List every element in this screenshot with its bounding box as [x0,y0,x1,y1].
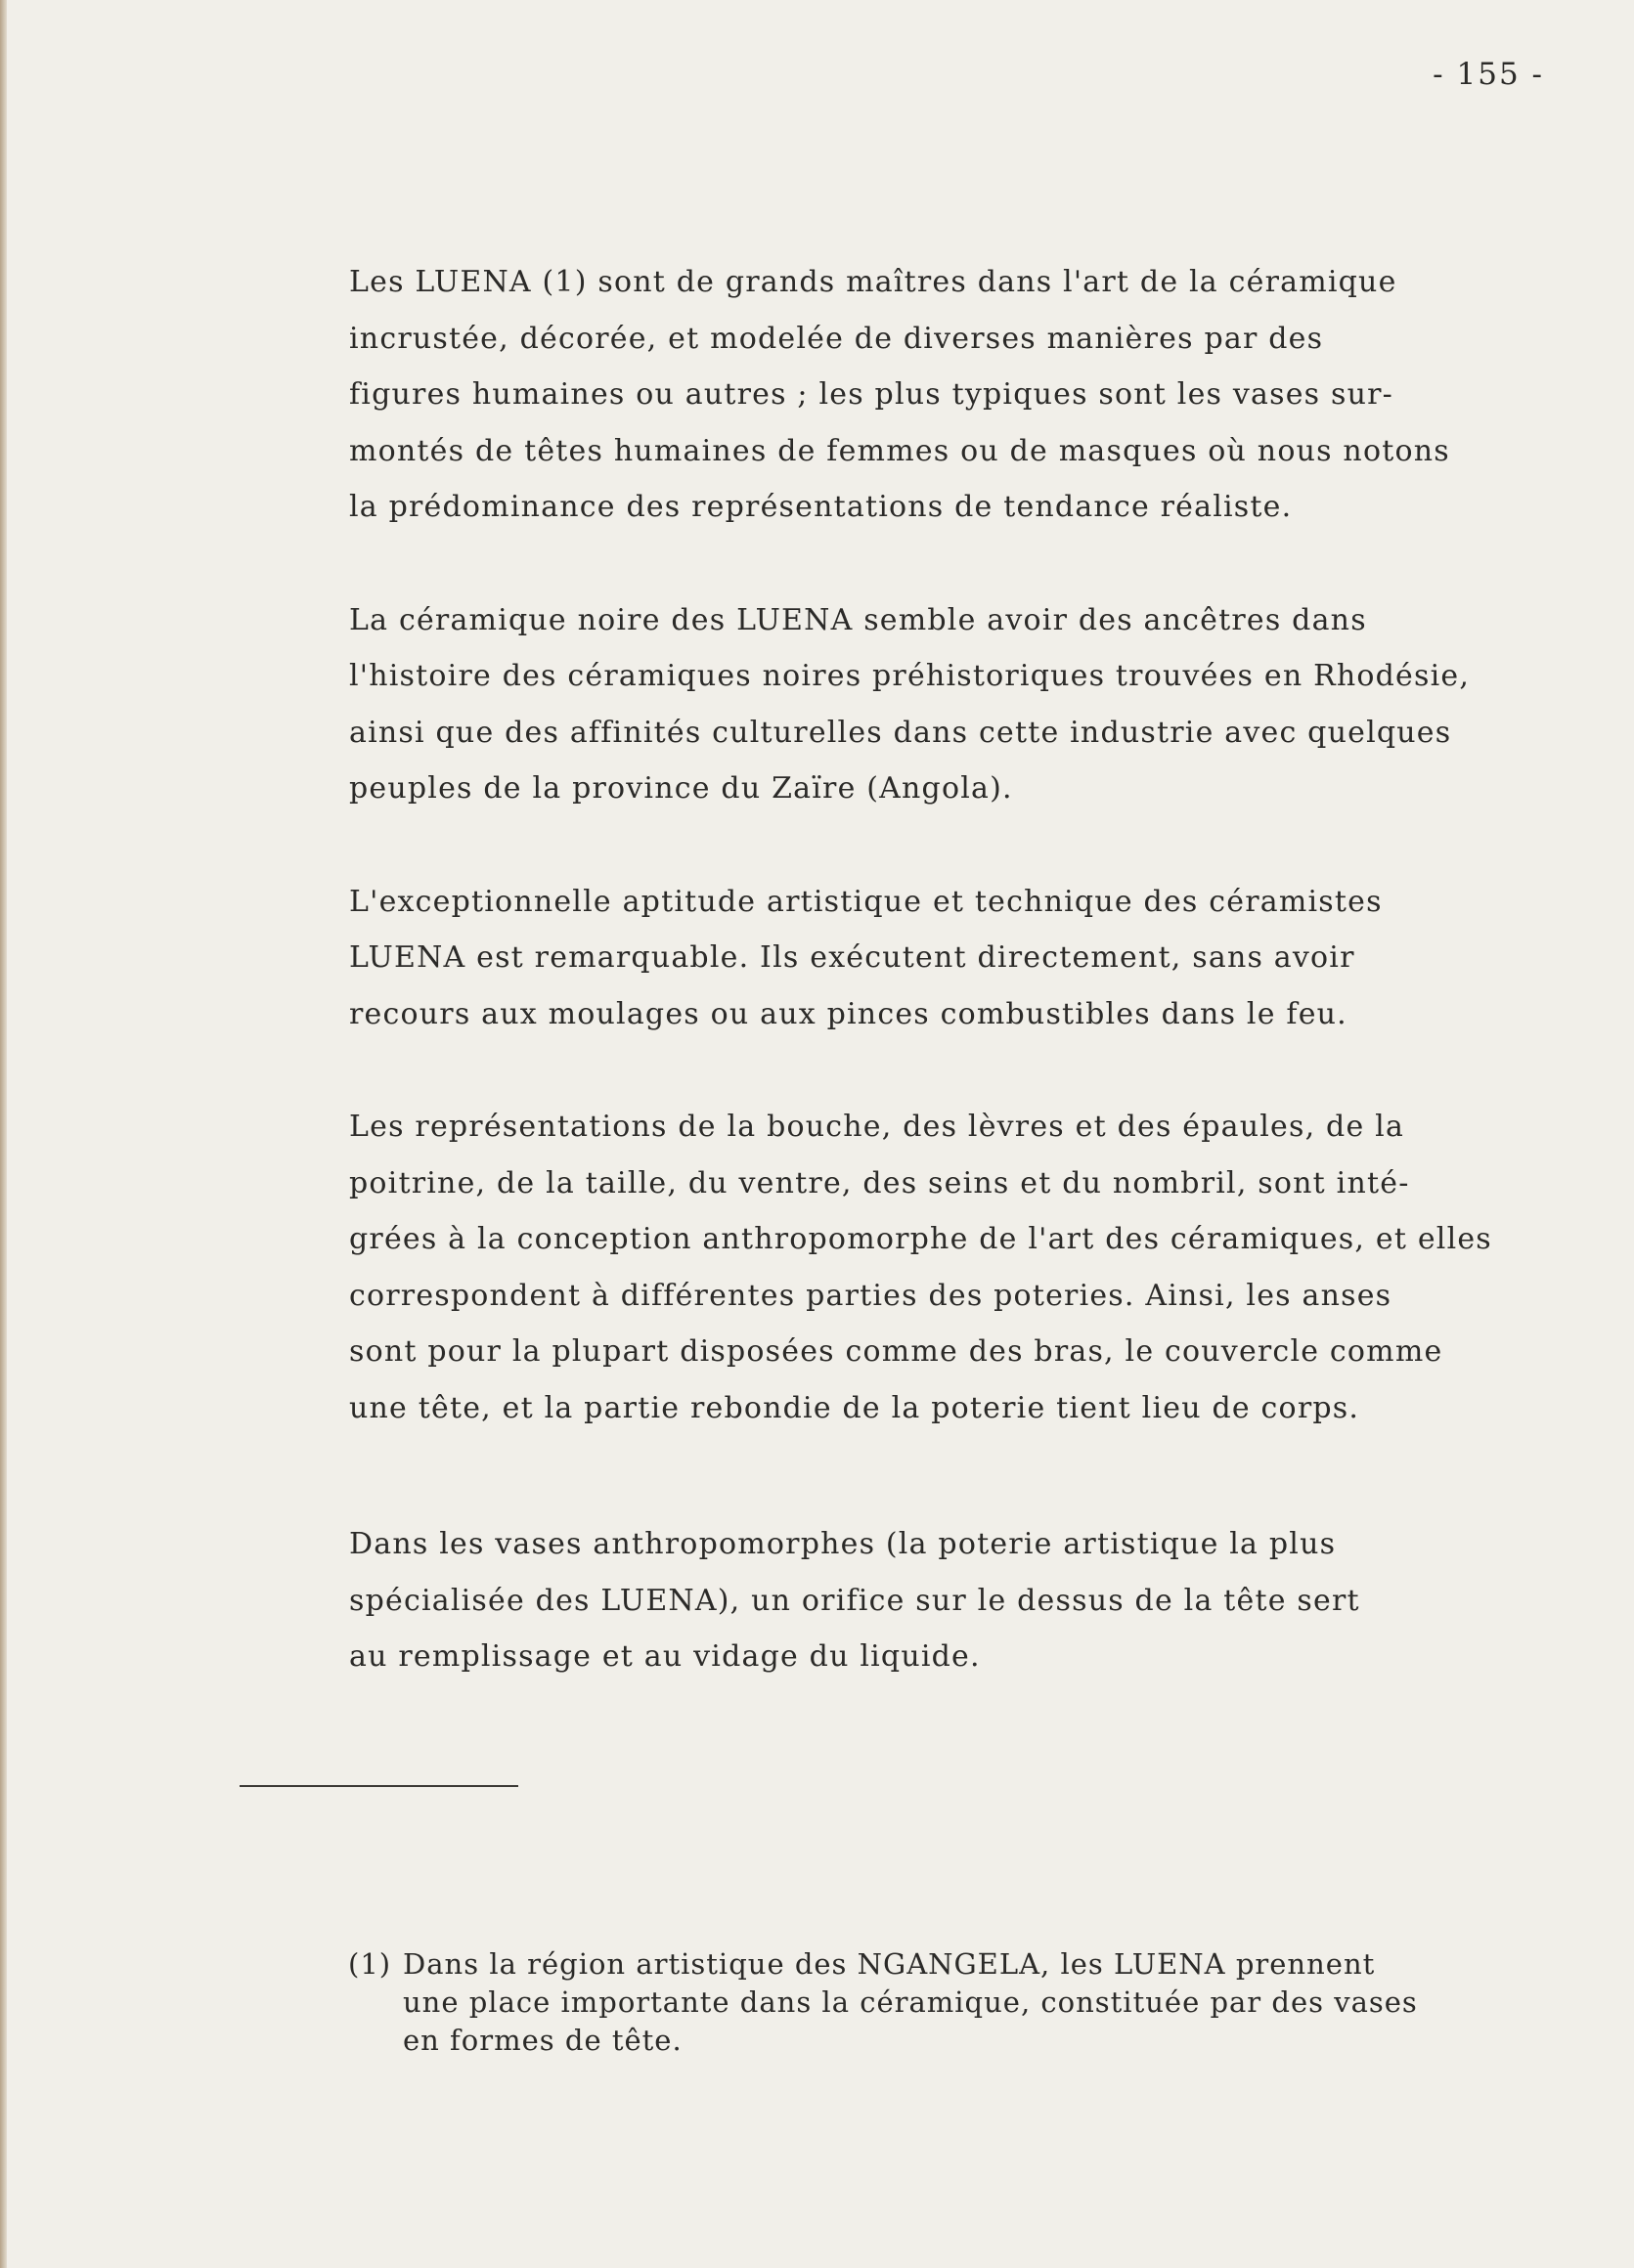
text-line: recours aux moulages ou aux pinces combustibles dans le feu. [349,996,1347,1031]
text-line: correspondent à différentes parties des poteries. Ainsi, les anses [349,1278,1392,1313]
paragraph-2 [349,592,1562,817]
body-text [349,254,1562,1742]
footnote-line: Dans la région artistique des NGANGELA, les LUENA prennent [403,1947,1376,1981]
footnote-separator [240,1785,518,1787]
footnote [348,1945,1570,2060]
text-line: ainsi que des affinités culturelles dans cette industrie avec quelques [349,715,1452,750]
paragraph-3 [349,874,1562,1043]
binding-edge [0,0,7,2268]
text-line: Les représentations de la bouche, des lèvres et des épaules, de la [349,1110,1405,1144]
text-line: la prédominance des représentations de tendance réaliste. [349,490,1293,524]
paragraph-5 [349,1516,1562,1685]
page-number: - 155 - [1433,57,1544,92]
text-line: l'histoire des céramiques noires préhistoriques trouvées en Rhodésie, [349,659,1471,693]
text-line: L'exceptionnelle aptitude artistique et technique des céramistes [349,884,1383,919]
text-line: au remplissage et au vidage du liquide. [349,1639,981,1674]
paragraph-1 [349,254,1562,536]
text-line: Les LUENA (1) sont de grands maîtres dans l'art de la céramique [349,265,1397,299]
text-line: incrustée, décorée, et modelée de diverses manières par des [349,321,1324,356]
footnote-line: une place importante dans la céramique, constituée par des vases [403,1985,1418,2019]
text-line: La céramique noire des LUENA semble avoir des ancêtres dans [349,602,1367,637]
text-line: LUENA est remarquable. Ils exécutent directement, sans avoir [349,940,1355,975]
text-line: Dans les vases anthropomorphes (la poterie artistique la plus [349,1527,1337,1561]
text-line: grées à la conception anthropomorphe de l'art des céramiques, et elles [349,1222,1492,1256]
text-line: une tête, et la partie rebondie de la poterie tient lieu de corps. [349,1390,1360,1425]
text-line: montés de têtes humaines de femmes ou de masques où nous notons [349,433,1450,468]
footnote-line: en formes de tête. [403,2024,683,2057]
text-line: sont pour la plupart disposées comme des bras, le couvercle comme [349,1334,1443,1369]
text-line: spécialisée des LUENA), un orifice sur le dessus de la tête sert [349,1583,1360,1618]
text-line: poitrine, de la taille, du ventre, des seins et du nombril, sont inté- [349,1165,1410,1200]
text-line: figures humaines ou autres ; les plus typiques sont les vases sur- [349,377,1393,412]
paragraph-4 [349,1099,1562,1436]
footnote-marker: (1) [348,1947,392,1981]
text-line: peuples de la province du Zaïre (Angola). [349,771,1013,806]
